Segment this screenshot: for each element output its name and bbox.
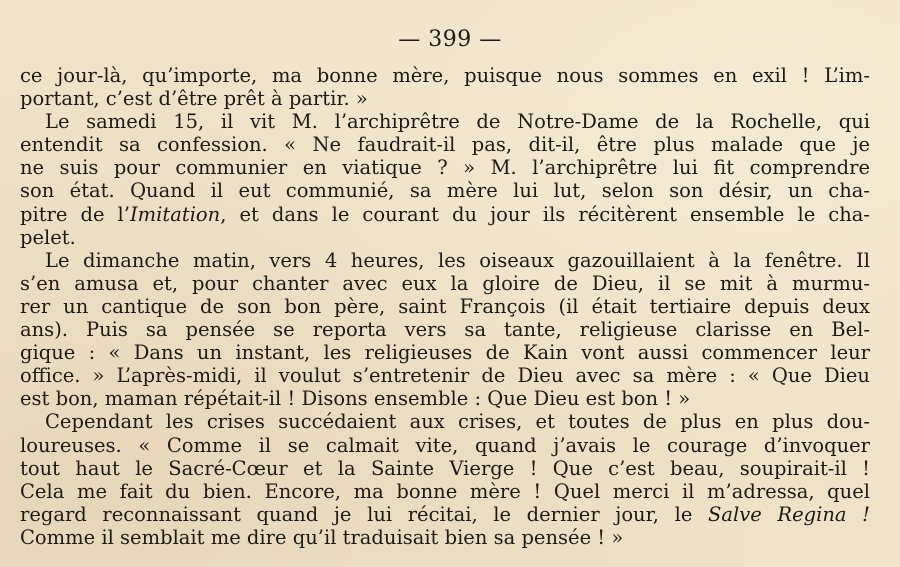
text-line: gique : « Dans un instant, les religieuses de Kain vont aussi commencer leur <box>20 341 870 365</box>
text-line: Comme il semblait me dire qu’il traduisait bien sa pensée ! » <box>20 525 624 549</box>
body-text <box>20 64 870 549</box>
italic-salve-regina: Salve Regina ! <box>708 502 870 526</box>
text-line <box>20 503 870 526</box>
text-line: ne suis pour communier en viatique ? » M. l’archiprêtre lui fit comprendre <box>20 156 870 180</box>
text-line: ans). Puis sa pensée se reporta vers sa tante, religieuse clarisse en Bel- <box>20 318 870 342</box>
text-line: ce jour-là, qu’importe, ma bonne mère, puisque nous sommes en exil ! L’im- <box>20 64 870 87</box>
text-line <box>20 203 870 226</box>
text-fragment: , et dans le courant du jour ils récitèrent ensemble le cha- <box>220 202 870 226</box>
text-fragment: regard reconnaissant quand je lui récitai, le dernier jour, le <box>20 502 709 526</box>
text-line: son état. Quand il eut communié, sa mère lui lut, selon son désir, un cha- <box>20 179 870 203</box>
text-fragment: pitre de l’ <box>20 202 130 226</box>
text-line: Cependant les crises succédaient aux crises, et toutes de plus en plus dou- <box>45 410 870 434</box>
text-line: s’en amusa et, pour chanter avec eux la gloire de Dieu, il se mit à murmu- <box>20 271 870 295</box>
text-line: portant, c’est d’être prêt à partir. » <box>20 87 368 111</box>
text-line: est bon, maman répétait-il ! Disons ensemble : Que Dieu est bon ! » <box>20 387 691 411</box>
text-line: loureuses. « Comme il se calmait vite, quand j’avais le courage d’invoquer <box>20 433 870 457</box>
text-line: Cela me fait du bien. Encore, ma bonne mère ! Quel merci il m’adressa, quel <box>20 479 870 503</box>
text-line: pelet. <box>20 225 76 249</box>
text-line: tout haut le Sacré-Cœur et la Sainte Vierge ! Que c’est beau, soupirait-il ! <box>20 456 870 480</box>
text-line: Le samedi 15, il vit M. l’archiprêtre de Notre-Dame de la Rochelle, qui <box>45 110 870 134</box>
page-number: — 399 — <box>398 27 502 52</box>
text-line: rer un cantique de son bon père, saint François (il était tertiaire depuis deux <box>20 294 870 318</box>
text-line: office. » L’après-midi, il voulut s’entretenir de Dieu avec sa mère : « Que Dieu <box>20 364 870 388</box>
text-line: Le dimanche matin, vers 4 heures, les oiseaux gazouillaient à la fenêtre. Il <box>45 248 870 272</box>
italic-title-imitation: Imitation <box>129 202 221 226</box>
text-line: entendit sa confession. « Ne faudrait-il pas, dit-il, être plus malade que je <box>20 133 870 157</box>
